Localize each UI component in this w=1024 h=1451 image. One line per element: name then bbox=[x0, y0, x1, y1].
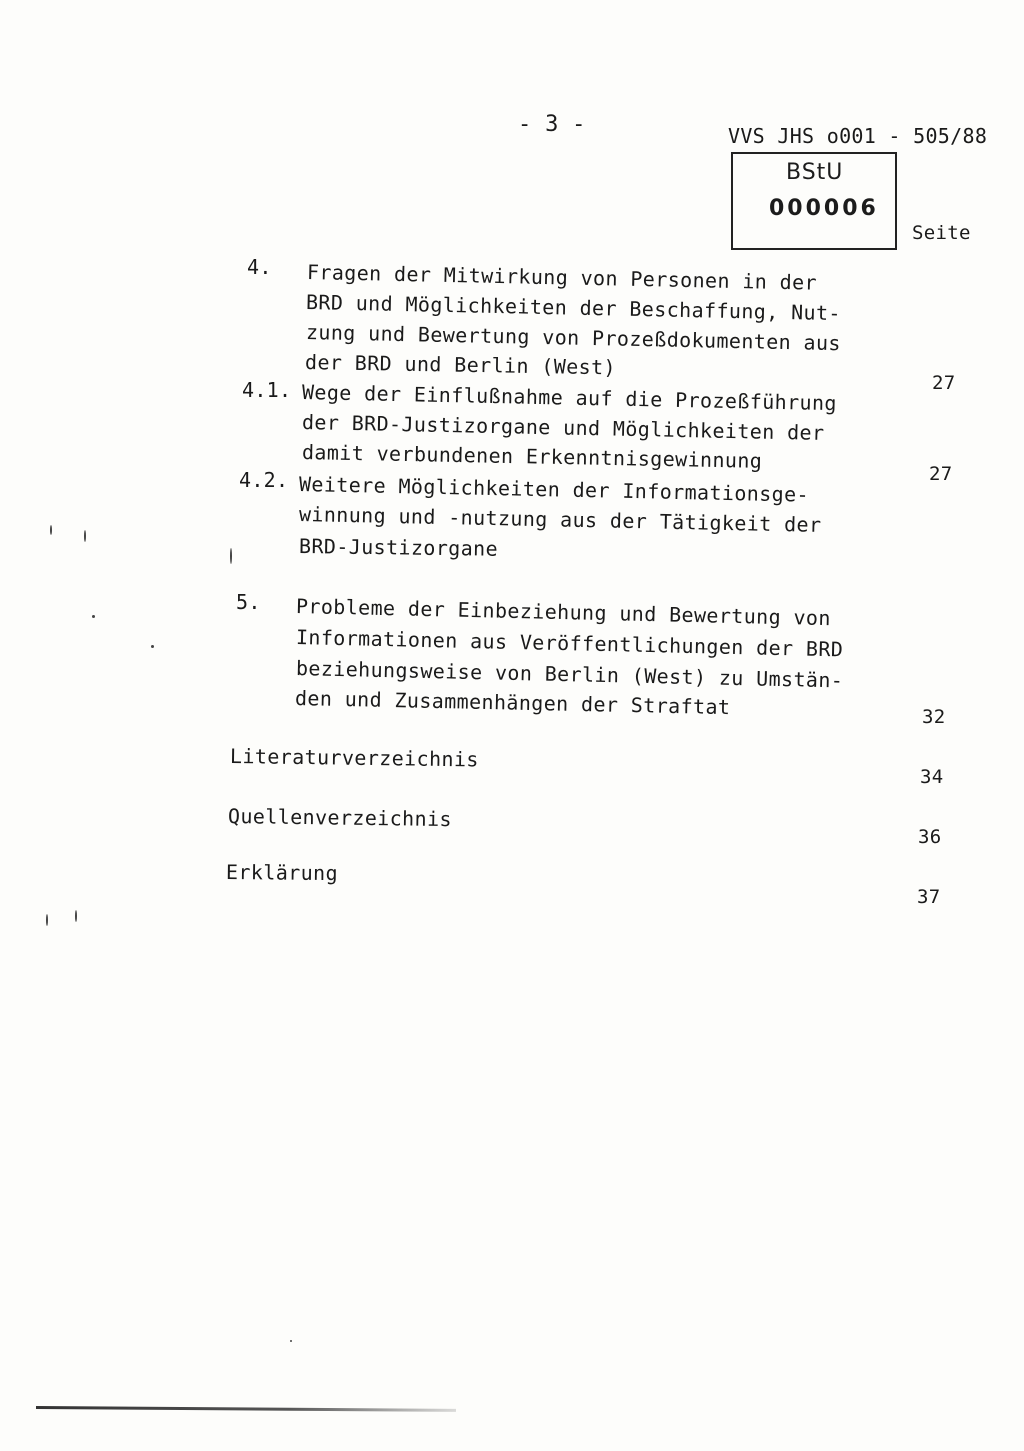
entry-line: winnung und -nutzung aus der Tätigkeit der bbox=[298, 502, 822, 537]
entry-number: 5. bbox=[236, 590, 261, 614]
entry-page: 32 bbox=[922, 706, 946, 728]
entry-line: BRD-Justizorgane bbox=[298, 534, 499, 561]
entry-line: Fragen der Mitwirkung von Personen in der bbox=[306, 260, 818, 295]
entry-line: damit verbundenen Erkenntnisgewinnung bbox=[301, 440, 763, 473]
scan-speck bbox=[84, 530, 86, 542]
stamp-name: BStU bbox=[786, 160, 844, 185]
file-reference: VVS JHS o001 - 505/88 bbox=[728, 124, 988, 148]
entry-line: BRD und Möglichkeiten der Beschaffung, Nut- bbox=[305, 290, 842, 326]
stamp-number: 000006 bbox=[769, 196, 879, 221]
entry-number: 4. bbox=[247, 255, 272, 279]
entry-line: Quellenverzeichnis bbox=[227, 804, 453, 832]
scan-speck bbox=[151, 645, 154, 648]
entry-number: 4.2. bbox=[239, 468, 289, 492]
entry-line: Literaturverzeichnis bbox=[229, 744, 479, 772]
entry-line: Wege der Einflußnahme auf die Prozeßführung bbox=[301, 380, 838, 416]
scan-speck bbox=[230, 548, 232, 564]
entry-line: Probleme der Einbeziehung und Bewertung von bbox=[295, 594, 832, 631]
scan-speck bbox=[75, 910, 77, 922]
entry-line: zung und Bewertung von Prozeßdokumenten aus bbox=[305, 320, 842, 356]
page-column-heading: Seite bbox=[912, 222, 971, 244]
entry-line: beziehungsweise von Berlin (West) zu Umstän- bbox=[295, 656, 844, 693]
entry-page: 37 bbox=[917, 886, 941, 908]
scan-speck bbox=[290, 1340, 292, 1342]
entry-page: 36 bbox=[918, 826, 942, 848]
scan-edge-line bbox=[36, 1406, 456, 1412]
scan-speck bbox=[50, 525, 52, 535]
entry-line: den und Zusammenhängen der Straftat bbox=[294, 686, 731, 720]
entry-page: 27 bbox=[932, 372, 956, 394]
entry-line: der BRD und Berlin (West) bbox=[304, 350, 617, 380]
scan-speck bbox=[46, 914, 48, 926]
entry-number: 4.1. bbox=[242, 378, 292, 402]
page-number: - 3 - bbox=[518, 112, 586, 137]
scan-speck bbox=[92, 615, 95, 618]
entry-page: 27 bbox=[929, 463, 953, 485]
entry-page: 34 bbox=[920, 766, 944, 788]
entry-line: der BRD-Justizorgane und Möglichkeiten der bbox=[301, 410, 825, 445]
entry-line: Weitere Möglichkeiten der Informationsge- bbox=[298, 472, 810, 507]
entry-line: Informationen aus Veröffentlichungen der BRD bbox=[295, 625, 844, 662]
entry-line: Erklärung bbox=[225, 860, 339, 886]
